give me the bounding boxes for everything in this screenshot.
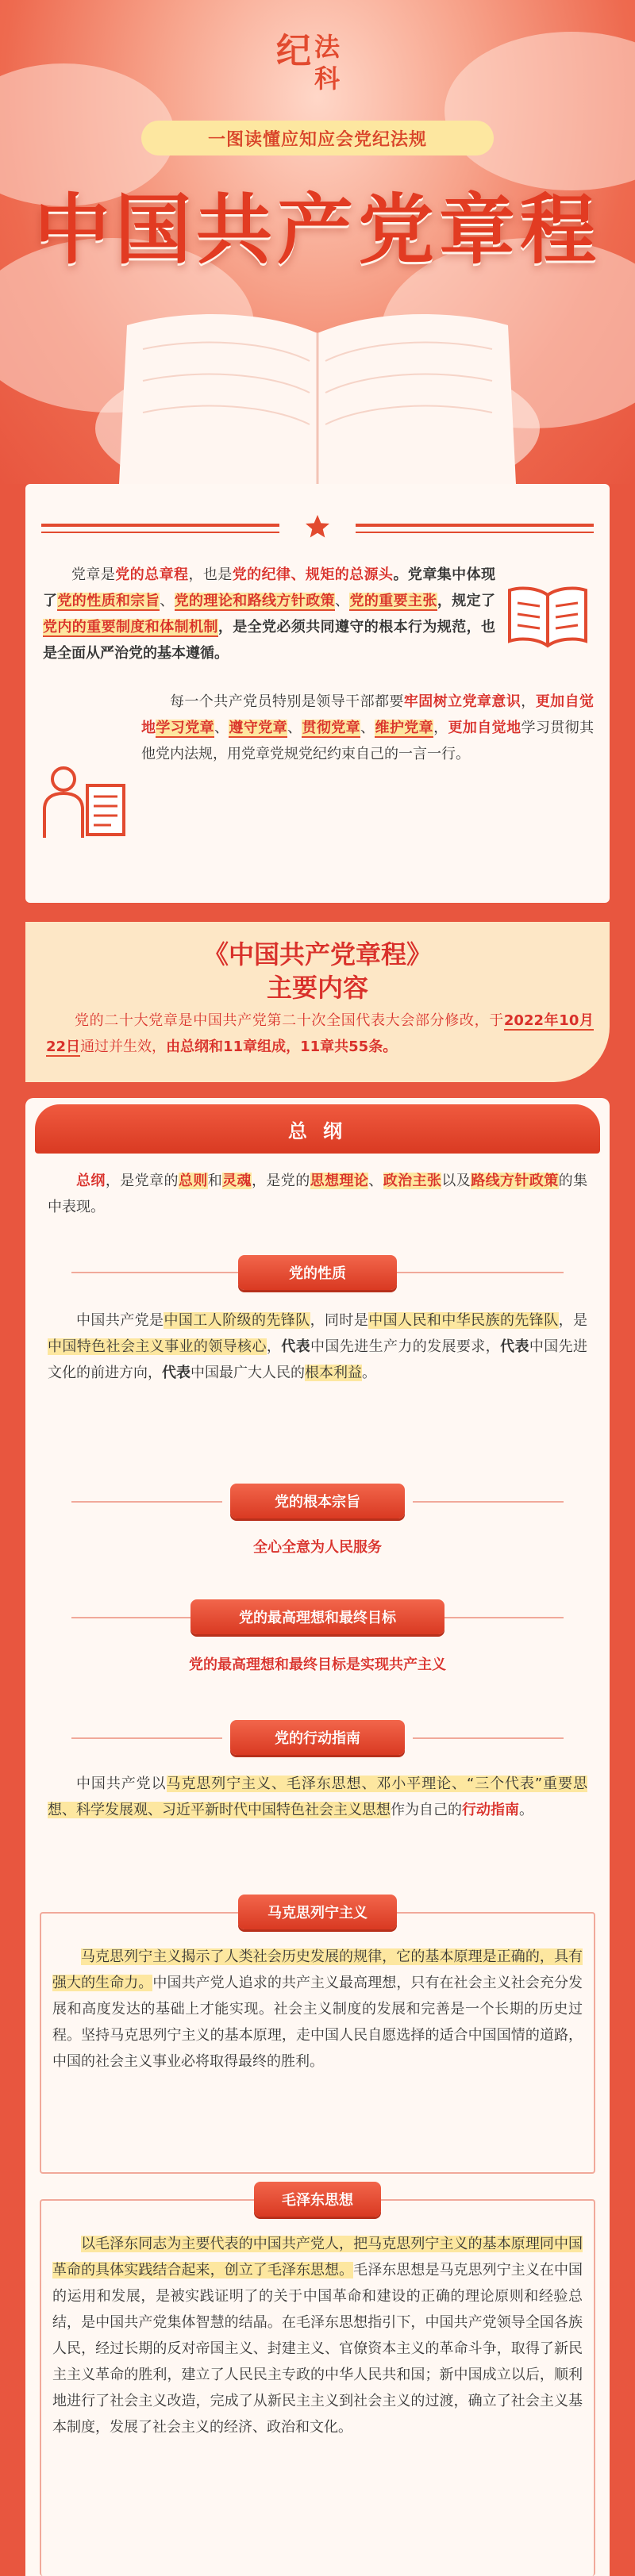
section-wing bbox=[397, 1272, 564, 1273]
hero-banner bbox=[0, 0, 635, 484]
divider-left bbox=[41, 524, 279, 527]
section-wing bbox=[413, 1737, 564, 1739]
section-wing bbox=[413, 1501, 564, 1503]
star-icon bbox=[303, 513, 332, 541]
page-title: 中国共产党章程 bbox=[34, 186, 601, 274]
subtitle-pill: 一图读懂应知应会党纪法规 bbox=[141, 121, 494, 155]
book-icon bbox=[505, 584, 591, 652]
marxism-paragraph: 马克思列宁主义揭示了人类社会历史发展的规律，它的基本原理是正确的，具有强大的生命力。中国共产党人追求的共产主义最高理想，只有在社会主义社会充分发展和高度发达的基础上才能实现。社会主义制度的发展和完善是一个长期的历史过程。坚持马克思列宁主义的基本原理，走中国人民自愿选择的适合中国国情的道路，中国的社会主义事业必将取得最终的胜利。 bbox=[52, 1948, 583, 2070]
purpose-text: 全心全意为人民服务 bbox=[253, 1539, 382, 1556]
section-marxism-title: 马克思列宁主义 bbox=[238, 1895, 397, 1929]
section-guide-title: 党的行动指南 bbox=[230, 1720, 405, 1755]
section-wing bbox=[71, 1272, 238, 1273]
open-book-icon bbox=[119, 301, 516, 484]
section-wing bbox=[444, 1617, 564, 1618]
divider-right bbox=[356, 524, 594, 527]
divider-right-thin bbox=[356, 532, 594, 533]
official-reading-icon bbox=[40, 762, 129, 841]
logo-fa: 法 bbox=[314, 32, 341, 62]
general-intro: 总纲，是党章的总则和灵魂，是党的思想理论、政治主张以及路线方针政策的集中表现。 bbox=[48, 1173, 588, 1215]
intro-paragraph-2: 每一个共产党员特别是领导干部都要牢固树立党章意识，更加自觉地学习党章、遵守党章、贯彻党章、维护党章，更加自觉地学习贯彻其他党内法规，用党章党规党纪约束自己的一言一行。 bbox=[141, 693, 595, 762]
guide-paragraph: 中国共产党以马克思列宁主义、毛泽东思想、邓小平理论、“三个代表”重要思想、科学发展观、习近平新时代中国特色社会主义思想作为自己的行动指南。 bbox=[48, 1776, 587, 1818]
section-wing bbox=[71, 1501, 222, 1503]
ideal-text: 党的最高理想和最终目标是实现共产主义 bbox=[189, 1657, 446, 1673]
divider-left-thin bbox=[41, 532, 279, 533]
section-wing bbox=[71, 1737, 222, 1739]
general-header: 总 纲 bbox=[35, 1104, 600, 1154]
logo bbox=[276, 22, 364, 94]
contents-subtitle: 主要内容 bbox=[266, 973, 368, 1003]
intro-paragraph-1: 党章是党的总章程，也是党的纪律、规矩的总源头。党章集中体现了党的性质和宗旨、党的理论和路线方针政策、党的重要主张，规定了党内的重要制度和体制机制，是全党必须共同遵守的根本行为规范，也是全面从严治党的基本遵循。 bbox=[43, 566, 496, 662]
section-wing bbox=[71, 1617, 190, 1618]
logo-ji: 纪 bbox=[276, 31, 311, 71]
section-mao-title: 毛泽东思想 bbox=[254, 2182, 381, 2217]
contents-paragraph: 党的二十大党章是中国共产党第二十次全国代表大会部分修改，于2022年10月22日通过并生效，由总纲和11章组成，11章共55条。 bbox=[46, 1012, 594, 1055]
section-purpose-title: 党的根本宗旨 bbox=[230, 1484, 405, 1518]
section-ideal-title: 党的最高理想和最终目标 bbox=[190, 1599, 444, 1634]
nature-paragraph: 中国共产党是中国工人阶级的先锋队，同时是中国人民和中华民族的先锋队，是中国特色社会主义事业的领导核心，代表中国先进生产力的发展要求，代表中国先进文化的前进方向，代表中国最广大人民的根本利益。 bbox=[48, 1312, 588, 1381]
logo-ke: 科 bbox=[314, 63, 341, 94]
mao-paragraph: 以毛泽东同志为主要代表的中国共产党人，把马克思列宁主义的基本原理同中国革命的具体实践结合起来，创立了毛泽东思想。毛泽东思想是马克思列宁主义在中国的运用和发展，是被实践证明了的关于中国革命和建设的正确的理论原则和经验总结，是中国共产党集体智慧的结晶。在毛泽东思想指引下，中国共产党领导全国各族人民，经过长期的反对帝国主义、封建主义、官僚资本主义的革命斗争，取得了新民主主义革命的胜利，建立了人民民主专政的中华人民共和国；新中国成立以后，顺利地进行了社会主义改造，完成了从新民主主义到社会主义的过渡，确立了社会主义基本制度，发展了社会主义的经济、政治和文化。 bbox=[52, 2236, 583, 2436]
contents-title: 《中国共产党章程》 bbox=[202, 939, 432, 969]
section-nature-title: 党的性质 bbox=[238, 1255, 397, 1290]
